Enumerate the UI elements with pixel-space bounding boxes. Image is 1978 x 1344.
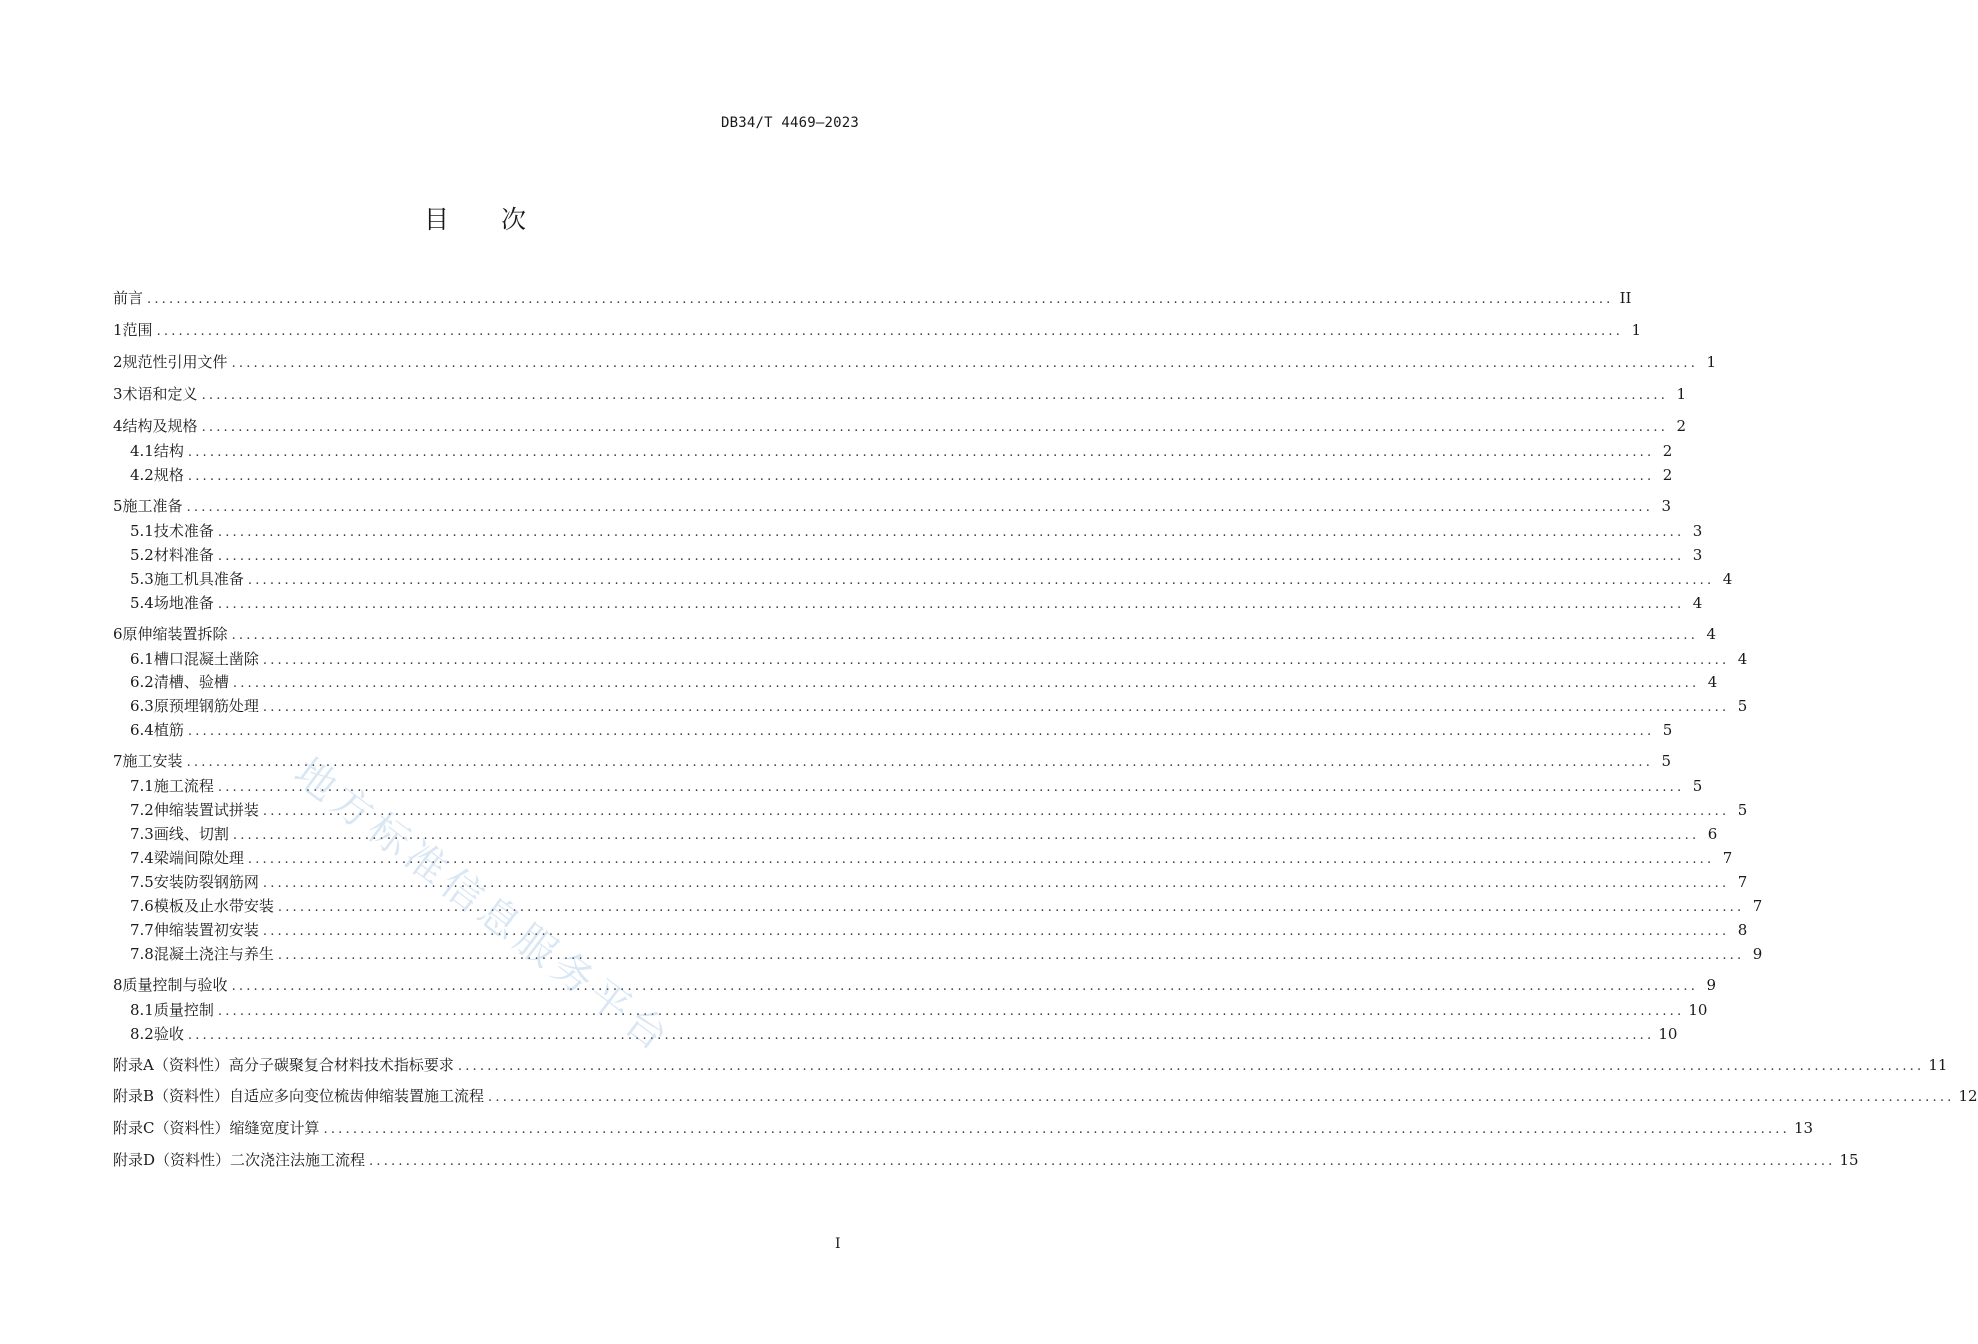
toc-entry-number: 5.3	[130, 570, 154, 588]
toc-entry-number: 5.1	[130, 522, 154, 540]
toc-entry-page: 2	[1676, 417, 1687, 435]
toc-entry[interactable]	[113, 318, 1642, 342]
toc-leader-dots: ........................................................................................................................................................................................................	[217, 549, 1685, 564]
toc-leader-dots: ........................................................................................................................................................................................................	[217, 780, 1685, 795]
toc-entry[interactable]	[113, 749, 1672, 773]
toc-entry-title: 材料准备	[153, 546, 214, 564]
toc-entry-page: 7	[1752, 897, 1763, 915]
toc-leader-dots: ........................................................................................................................................................................................................	[231, 979, 1699, 994]
toc-entry-number: 4.2	[130, 466, 154, 484]
toc-entry-number: 6.1	[130, 650, 154, 668]
toc-entry[interactable]	[130, 670, 1718, 694]
toc-leader-dots: ........................................................................................................................................................................................................	[187, 724, 1655, 739]
toc-entry-number: 4	[113, 417, 123, 435]
toc-entry-number: 7.8	[130, 945, 154, 963]
toc-entry[interactable]	[130, 694, 1748, 718]
toc-leader-dots: ........................................................................................................................................................................................................	[217, 597, 1685, 612]
toc-entry[interactable]	[130, 647, 1748, 671]
toc-entry-page: 15	[1839, 1151, 1859, 1169]
toc-entry-title: 梁端间隙处理	[153, 849, 244, 867]
toc-leader-dots: ........................................................................................................................................................................................................	[277, 948, 1745, 963]
toc-leader-dots: ........................................................................................................................................................................................................	[186, 500, 1654, 515]
toc-entry-number: 5	[113, 497, 123, 515]
toc-entry-number: 2	[113, 353, 123, 371]
toc-entry[interactable]	[113, 494, 1672, 518]
toc-entry[interactable]	[113, 1053, 1948, 1077]
toc-leader-dots: ........................................................................................................................................................................................................	[262, 700, 1730, 715]
toc-entry-page: 3	[1692, 546, 1703, 564]
toc-entry-number: 6.3	[130, 697, 154, 715]
page-title	[0, 200, 950, 236]
toc-entry-page: 6	[1707, 825, 1718, 843]
toc-entry-number: 8	[113, 976, 123, 994]
toc-leader-dots: ........................................................................................................................................................................................................	[262, 924, 1730, 939]
toc-leader-dots: ........................................................................................................................................................................................................	[201, 388, 1669, 403]
toc-entry-page: 4	[1707, 673, 1718, 691]
toc-entry[interactable]	[130, 798, 1748, 822]
toc-entry-title: 规格	[153, 466, 184, 484]
toc-leader-dots: ........................................................................................................................................................................................................	[247, 852, 1715, 867]
toc-entry[interactable]	[130, 591, 1703, 615]
toc-entry[interactable]	[113, 1148, 1859, 1172]
toc-entry[interactable]	[130, 894, 1763, 918]
toc-entry[interactable]	[130, 567, 1733, 591]
toc-leader-dots: ........................................................................................................................................................................................................	[147, 292, 1614, 307]
toc-entry-title: 施工机具准备	[153, 570, 244, 588]
toc-entry-page: 13	[1793, 1119, 1814, 1137]
toc-entry-page: 5	[1737, 801, 1748, 819]
toc-entry[interactable]	[113, 350, 1717, 374]
toc-entry-title: 伸缩装置初安装	[153, 921, 259, 939]
toc-entry-title: 模板及止水带安装	[153, 897, 274, 915]
toc-leader-dots: ........................................................................................................................................................................................................	[231, 356, 1699, 371]
toc-entry-number: 4.1	[130, 442, 154, 460]
toc-leader-dots: ........................................................................................................................................................................................................	[217, 1004, 1685, 1019]
toc-leader-dots: ........................................................................................................................................................................................................	[232, 676, 1700, 691]
toc-leader-dots: ........................................................................................................................................................................................................	[201, 420, 1669, 435]
toc-entry[interactable]	[113, 1084, 1978, 1108]
toc-entry[interactable]	[130, 942, 1763, 966]
toc-entry-page: 7	[1737, 873, 1748, 891]
toc-entry-page: 9	[1752, 945, 1763, 963]
toc-entry-number: 7.7	[130, 921, 154, 939]
toc-entry-page: 4	[1737, 650, 1748, 668]
toc-leader-dots: ........................................................................................................................................................................................................	[488, 1090, 1955, 1105]
toc-entry-page: 12	[1958, 1087, 1978, 1105]
toc-leader-dots: ........................................................................................................................................................................................................	[323, 1122, 1790, 1137]
toc-entry-page: 8	[1737, 921, 1748, 939]
toc-entry-number: 附录C（资料性）	[113, 1119, 230, 1137]
toc-leader-dots: ........................................................................................................................................................................................................	[262, 876, 1730, 891]
toc-entry-number: 3	[113, 385, 123, 403]
toc-entry-title: 质量控制与验收	[122, 976, 228, 994]
toc-entry-title: 原预埋钢筋处理	[153, 697, 259, 715]
toc-entry[interactable]	[130, 1022, 1678, 1046]
page-number: I	[835, 1236, 841, 1252]
toc-entry-title: 伸缩装置试拼装	[153, 801, 259, 819]
toc-leader-dots: ........................................................................................................................................................................................................	[277, 900, 1745, 915]
toc-entry-page: 7	[1722, 849, 1733, 867]
toc-entry-page: 4	[1722, 570, 1733, 588]
toc-entry-title: 技术准备	[153, 522, 214, 540]
toc-leader-dots: ........................................................................................................................................................................................................	[262, 653, 1730, 668]
toc-entry-page: 11	[1928, 1056, 1948, 1074]
toc-entry[interactable]	[130, 846, 1733, 870]
toc-entry-number: 6.4	[130, 721, 154, 739]
toc-entry-page: 4	[1692, 594, 1703, 612]
toc-leader-dots: ........................................................................................................................................................................................................	[232, 828, 1700, 843]
toc-leader-dots: ........................................................................................................................................................................................................	[187, 469, 1655, 484]
toc-entry[interactable]	[113, 286, 1632, 310]
toc-entry[interactable]	[130, 439, 1673, 463]
toc-entry-title: 原伸缩装置拆除	[122, 625, 228, 643]
toc-entry-title: 验收	[153, 1025, 184, 1043]
toc-entry-number: 6.2	[130, 673, 154, 691]
toc-entry-number: 7.6	[130, 897, 154, 915]
toc-entry-page: 3	[1692, 522, 1703, 540]
toc-entry-number: 6	[113, 625, 123, 643]
toc-entry-page: 5	[1737, 697, 1748, 715]
toc-entry[interactable]	[130, 463, 1673, 487]
toc-leader-dots: ........................................................................................................................................................................................................	[217, 525, 1685, 540]
toc-entry-number: 1	[113, 321, 123, 339]
toc-entry-number: 8.2	[130, 1025, 154, 1043]
toc-entry-title: 质量控制	[153, 1001, 214, 1019]
toc-entry-title: 术语和定义	[122, 385, 198, 403]
toc-leader-dots: ........................................................................................................................................................................................................	[247, 573, 1715, 588]
toc-entry[interactable]	[130, 998, 1708, 1022]
toc-leader-dots: ........................................................................................................................................................................................................	[187, 1028, 1655, 1043]
standard-number: DB34/T 4469—2023	[720, 115, 859, 131]
toc-entry[interactable]	[113, 414, 1687, 438]
toc-leader-dots: ........................................................................................................................................................................................................	[457, 1059, 1925, 1074]
toc-entry-title: 结构	[153, 442, 184, 460]
toc-entry-title: 规范性引用文件	[122, 353, 228, 371]
toc-entry-title: 安装防裂钢筋网	[153, 873, 259, 891]
toc-entry-title: 混凝土浇注与养生	[153, 945, 274, 963]
toc-entry-title: 自适应多向变位梳齿伸缩装置施工流程	[229, 1087, 485, 1105]
toc-entry[interactable]	[130, 870, 1748, 894]
toc-entry-page: 3	[1661, 497, 1672, 515]
toc-entry-page: 1	[1706, 353, 1717, 371]
toc-entry-title: 二次浇注法施工流程	[230, 1151, 366, 1169]
toc-entry-page: 1	[1631, 321, 1642, 339]
toc-entry-title: 高分子碳聚复合材料技术指标要求	[228, 1056, 454, 1074]
toc-entry[interactable]	[113, 973, 1717, 997]
toc-entry-page: II	[1619, 289, 1632, 307]
toc-entry-title: 前言	[113, 289, 144, 307]
toc-entry[interactable]	[113, 1116, 1814, 1140]
toc-entry[interactable]	[130, 718, 1673, 742]
toc-entry-title: 范围	[122, 321, 153, 339]
toc-entry[interactable]	[130, 519, 1703, 543]
toc-entry-title: 施工准备	[122, 497, 183, 515]
toc-entry[interactable]	[113, 622, 1717, 646]
toc-entry-title: 缩缝宽度计算	[229, 1119, 320, 1137]
toc-entry-number: 附录B（资料性）	[113, 1087, 230, 1105]
toc-entry-page: 10	[1658, 1025, 1678, 1043]
toc-entry-page: 10	[1688, 1001, 1708, 1019]
toc-entry-page: 5	[1661, 752, 1672, 770]
toc-entry[interactable]	[130, 822, 1718, 846]
title-char-1: 目	[423, 205, 449, 234]
toc-leader-dots: ........................................................................................................................................................................................................	[231, 628, 1699, 643]
toc-entry-number: 7.3	[130, 825, 154, 843]
toc-entry-page: 2	[1662, 442, 1673, 460]
toc-leader-dots: ........................................................................................................................................................................................................	[156, 324, 1624, 339]
toc-entry-number: 附录A（资料性）	[113, 1056, 229, 1074]
toc-entry-number: 8.1	[130, 1001, 154, 1019]
toc-entry[interactable]	[130, 918, 1748, 942]
toc-entry-page: 4	[1706, 625, 1717, 643]
toc-entry-title: 清槽、验槽	[153, 673, 229, 691]
toc-entry-page: 2	[1662, 466, 1673, 484]
toc-entry-page: 5	[1662, 721, 1673, 739]
toc-entry-page: 1	[1676, 385, 1687, 403]
toc-entry-number: 7	[113, 752, 123, 770]
toc-entry-title: 场地准备	[153, 594, 214, 612]
toc-entry-number: 7.2	[130, 801, 154, 819]
toc-entry-title: 画线、切割	[153, 825, 229, 843]
toc-entry-title: 施工流程	[153, 777, 214, 795]
toc-leader-dots: ........................................................................................................................................................................................................	[187, 445, 1655, 460]
toc-leader-dots: ........................................................................................................................................................................................................	[369, 1154, 1836, 1169]
toc-entry-number: 7.4	[130, 849, 154, 867]
toc-entry-page: 5	[1692, 777, 1703, 795]
toc-entry[interactable]	[130, 543, 1703, 567]
title-char-2: 次	[501, 205, 527, 234]
toc-entry-number: 5.4	[130, 594, 154, 612]
toc-entry-title: 施工安装	[122, 752, 183, 770]
toc-entry-title: 植筋	[153, 721, 184, 739]
toc-entry-number: 7.5	[130, 873, 154, 891]
toc-leader-dots: ........................................................................................................................................................................................................	[262, 804, 1730, 819]
watermark: 地方标准信息服务平台	[285, 749, 681, 1064]
toc-entry-number: 7.1	[130, 777, 154, 795]
toc-entry-title: 槽口混凝土凿除	[153, 650, 259, 668]
toc-entry-page: 9	[1706, 976, 1717, 994]
toc-entry-number: 附录D（资料性）	[113, 1151, 231, 1169]
toc-entry[interactable]	[130, 774, 1703, 798]
toc-leader-dots: ........................................................................................................................................................................................................	[186, 755, 1654, 770]
toc-entry-number: 5.2	[130, 546, 154, 564]
toc-entry-title: 结构及规格	[122, 417, 198, 435]
toc-entry[interactable]	[113, 382, 1687, 406]
